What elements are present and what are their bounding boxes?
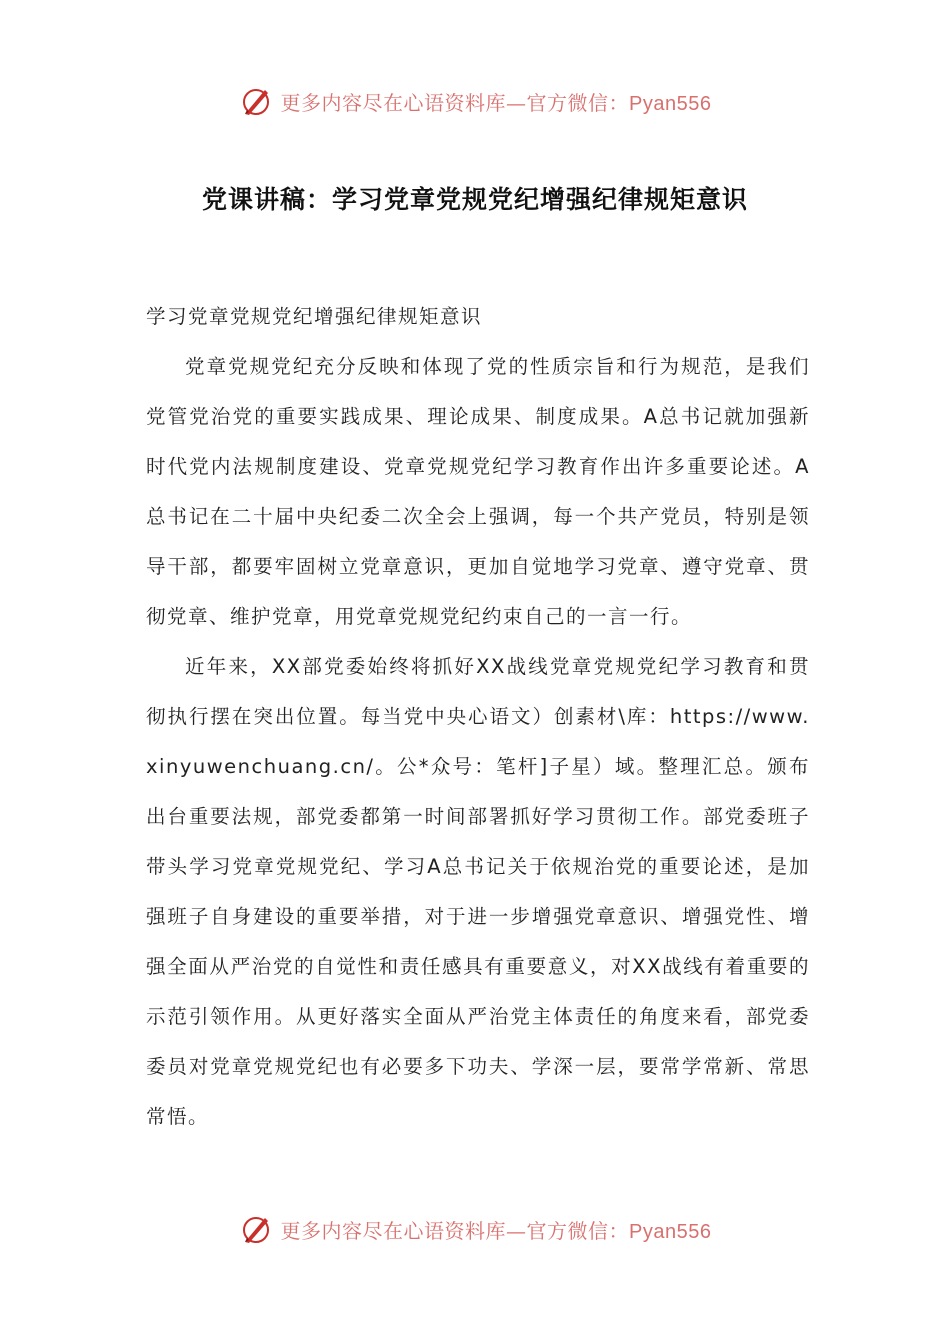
pen-circle-logo-icon	[239, 84, 273, 118]
banner-wechat-id: Pyan556	[629, 92, 712, 115]
paragraph-1: 党章党规党纪充分反映和体现了党的性质宗旨和行为规范，是我们党管党治党的重要实践成果、理论成果、制度成果。A总书记就加强新时代党内法规制度建设、党章党规党纪学习教育作出许多重要论述。A总书记在二十届中央纪委二次全会上强调，每一个共产党员，特别是领导干部，都要牢固树立党章意识，更加自觉地学习党章、遵守党章、贯彻党章、维护党章，用党章党规党纪约束自己的一言一行。	[146, 355, 810, 628]
footer-banner	[0, 1212, 950, 1246]
document-subtitle: 学习党章党规党纪增强纪律规矩意识	[146, 305, 483, 328]
banner-text: 更多内容尽在心语资料库—官方微信：Pyan556	[280, 1218, 712, 1243]
page-title: 党课讲稿：学习党章党规党纪增强纪律规矩意识	[201, 185, 748, 214]
banner-wechat-id: Pyan556	[629, 1220, 712, 1243]
document-body	[146, 292, 810, 1142]
pen-circle-logo-icon	[239, 1212, 273, 1246]
header-banner	[0, 84, 950, 118]
paragraph-2: 近年来，XX部党委始终将抓好XX战线党章党规党纪学习教育和贯彻执行摆在突出位置。每当党中央心语文）创素材\库：https://www.xinyuwenchuang.cn/。公*众号：笔杆]子星）域。整理汇总。颁布出台重要法规，部党委都第一时间部署抓好学习贯彻工作。部党委班子带头学习党章党规党纪、学习A总书记关于依规治党的重要论述，是加强班子自身建设的重要举措，对于进一步增强党章意识、增强党性、增强全面从严治党的自觉性和责任感具有重要意义，对XX战线有着重要的示范引领作用。从更好落实全面从严治党主体责任的角度来看，部党委委员对党章党规党纪也有必要多下功夫、学深一层，要常学常新、常思常悟。	[146, 655, 810, 1128]
banner-text: 更多内容尽在心语资料库—官方微信：Pyan556	[280, 90, 712, 115]
